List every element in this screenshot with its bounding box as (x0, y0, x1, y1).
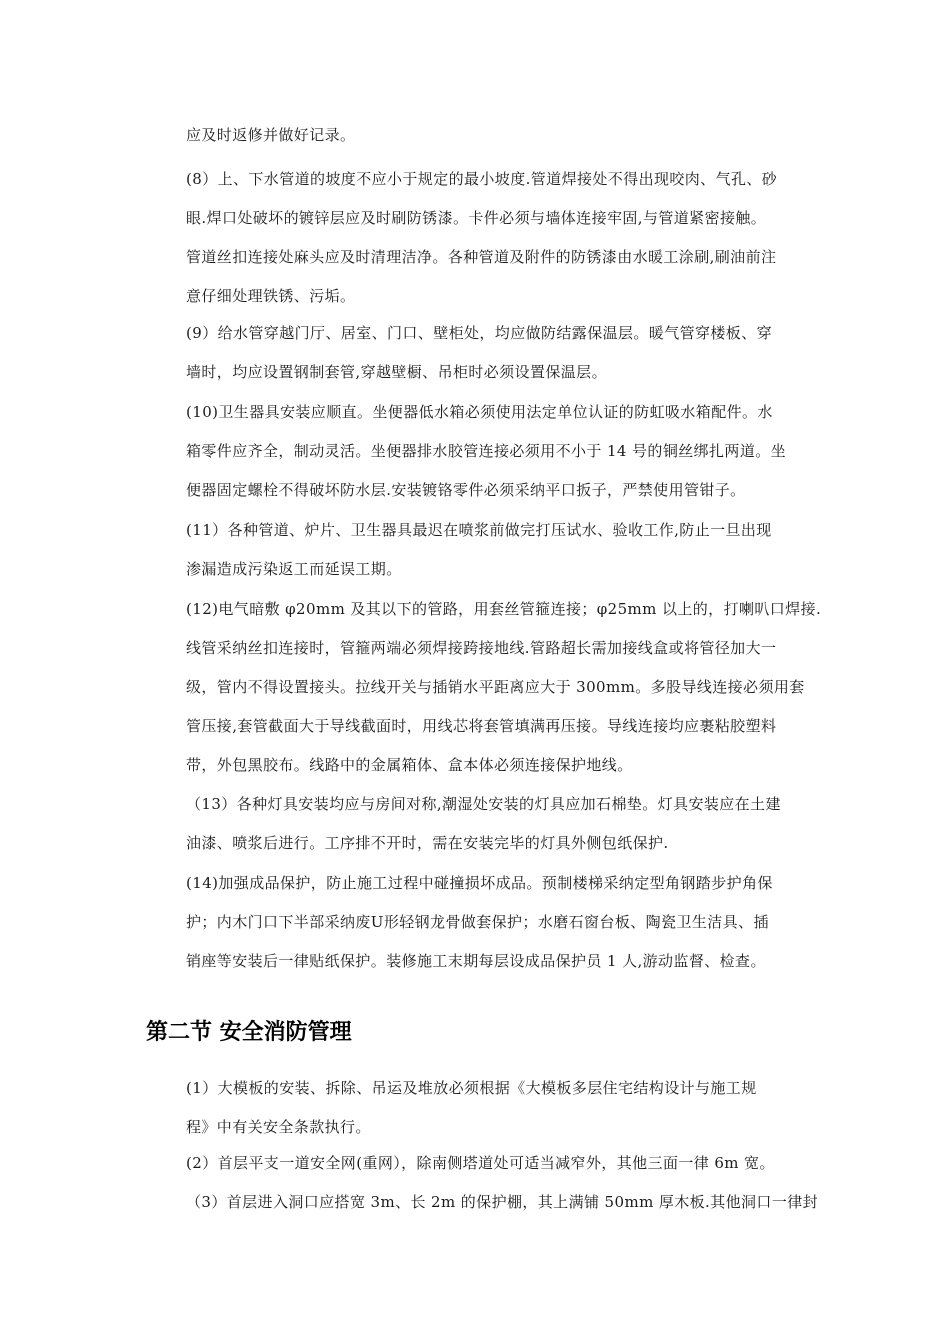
text-line: (12)电气暗敷 φ20mm 及其以下的管路，用套丝管箍连接；φ25mm 以上的，打喇叭口焊接. (186, 600, 822, 618)
text-line: 箱零件应齐全，制动灵活。坐便器排水胶管连接必须用不小于 14 号的铜丝绑扎两道。坐 (186, 442, 787, 460)
text-line: (9）给水管穿越门厅、居室、门口、壁柜处，均应做防结露保温层。暖气管穿楼板、穿 (186, 324, 772, 342)
section-heading: 第二节 安全消防管理 (146, 1020, 352, 1045)
text-line: 眼.焊口处破坏的镀锌层应及时刷防锈漆。卡件必须与墙体连接牢固,与管道紧密接触。 (186, 209, 767, 227)
text-line: (14)加强成品保护，防止施工过程中碰撞损坏成品。预制楼梯采纳定型角钢踏步护角保 (186, 874, 773, 892)
text-line: 意仔细处理铁锈、污垢。 (186, 287, 356, 305)
paragraph-10 (186, 393, 806, 510)
text-line: 油漆、喷浆后进行。工序排不开时，需在安装完毕的灯具外侧包纸保护. (186, 834, 669, 852)
paragraph (186, 116, 806, 155)
text-line: 渗漏造成污染返工而延误工期。 (186, 560, 402, 578)
text-line: 级，管内不得设置接头。拉线开关与插销水平距离应大于 300mm。多股导线连接必须用套 (186, 678, 805, 696)
text-line: (11）各种管道、炉片、卫生器具最迟在喷浆前做完打压试水、验收工作,防止一旦出现 (186, 521, 772, 539)
paragraph-14 (186, 864, 806, 981)
text-line: 销座等安装后一律贴纸保护。装修施工末期每层设成品保护员 1 人,游动监督、检查。 (186, 952, 766, 970)
paragraph-12 (186, 590, 822, 785)
paragraph-safety-3 (186, 1183, 819, 1222)
paragraph-safety-2 (186, 1144, 806, 1183)
text-line: (10)卫生器具安装应顺直。坐便器低水箱必须使用法定单位认证的防虹吸水箱配件。水 (186, 403, 773, 421)
text-line: 便器固定螺栓不得破坏防水层.安装镀铬零件必须采纳平口扳子，严禁使用管钳子。 (186, 481, 746, 499)
text-line: 线管采纳丝扣连接时，管箍两端必须焊接跨接地线.管路超长需加接线盒或将管径加大一 (186, 639, 777, 657)
text-line: (2）首层平支一道安全网(重网），除南侧塔道处可适当减窄外，其他三面一律 6m 宽。 (186, 1154, 775, 1172)
text-line: (8）上、下水管道的坡度不应小于规定的最小坡度.管道焊接处不得出现咬肉、气孔、砂 (186, 170, 778, 188)
text-line: 墙时，均应设置钢制套管,穿越壁橱、吊柜时必须设置保温层。 (186, 363, 607, 381)
text-line: 应及时返修并做好记录。 (186, 126, 356, 144)
paragraph-9 (186, 314, 806, 392)
text-line: (1）大模板的安装、拆除、吊运及堆放必须根据《大模板多层住宅结构设计与施工规 (186, 1079, 757, 1097)
paragraph-11 (186, 511, 806, 589)
text-line: 程》中有关安全条款执行。 (186, 1118, 371, 1136)
paragraph-safety-1 (186, 1069, 806, 1147)
text-line: 管压接,套管截面大于导线截面时，用线芯将套管填满再压接。导线连接均应裹粘胶塑料 (186, 717, 777, 735)
text-line: （3）首层进入洞口应搭宽 3m、长 2m 的保护棚，其上满铺 50mm 厚木板.其他洞口一律封 (186, 1193, 819, 1211)
text-line: （13）各种灯具安装均应与房间对称,潮湿处安装的灯具应加石棉垫。灯具安装应在土建 (186, 795, 781, 813)
text-line: 带，外包黑胶布。线路中的金属箱体、盒本体必须连接保护地线。 (186, 756, 633, 774)
paragraph-8 (186, 160, 806, 316)
text-line: 管道丝扣连接处麻头应及时清理洁净。各种管道及附件的防锈漆由水暖工涂刷,刷油前注 (186, 248, 777, 266)
text-line: 护；内木门口下半部采纳废U形轻钢龙骨做套保护；水磨石窗台板、陶瓷卫生洁具、插 (186, 913, 769, 931)
paragraph-13 (186, 785, 806, 863)
